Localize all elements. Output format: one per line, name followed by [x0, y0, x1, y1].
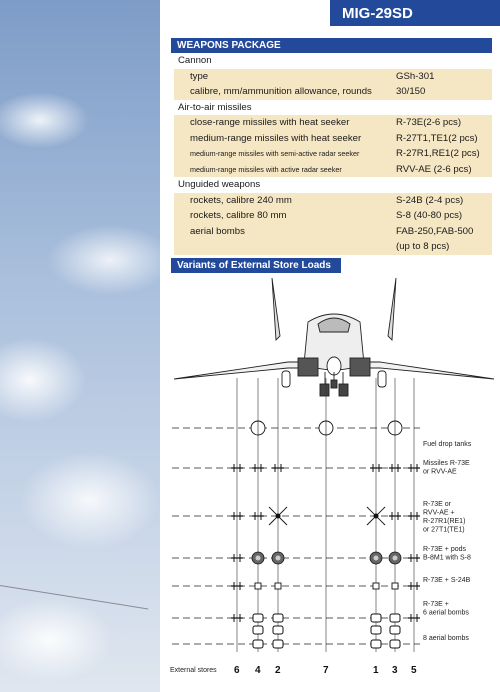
weapon-value: FAB-250,FAB-500	[396, 225, 474, 237]
weapon-value: (up to 8 pcs)	[396, 241, 450, 252]
load-label: R-73E + 6 aerial bombs	[423, 601, 469, 617]
external-stores-label: External stores	[170, 667, 217, 674]
model-title: MIG-29SD	[330, 0, 500, 26]
load-label: R-73E or RVV-AE + R-27R1(RE1) or 27T1(TE1)	[423, 501, 466, 534]
weapon-label: aerial bombs	[190, 225, 245, 237]
weapon-row	[174, 146, 492, 162]
station-number: 4	[255, 665, 261, 676]
weapon-value: R-27T1,TE1(2 pcs)	[396, 132, 478, 144]
station-number: 3	[392, 665, 398, 676]
station-columns	[237, 378, 414, 652]
weapon-label: rockets, calibre 240 mm	[190, 194, 292, 206]
load-row	[172, 552, 420, 564]
weapon-label: medium-range missiles with heat seeker	[190, 132, 362, 144]
station-number: 5	[411, 665, 417, 676]
load-row	[172, 507, 420, 525]
weapon-row	[174, 115, 492, 131]
weapon-row	[174, 84, 492, 100]
weapon-row	[174, 100, 492, 116]
weapon-row	[174, 53, 492, 69]
weapon-label: calibre, mm/ammunition allowance, rounds	[190, 86, 372, 97]
weapon-row	[174, 208, 492, 224]
load-label: Fuel drop tanks	[423, 441, 472, 448]
weapon-label: medium-range missiles with active radar seeker	[190, 164, 342, 174]
right-intake	[350, 358, 370, 376]
weapon-label: type	[190, 70, 209, 82]
weapon-row	[174, 193, 492, 209]
store-loads-svg	[168, 276, 500, 692]
weapon-value: RVV-AE (2-6 pcs)	[396, 163, 472, 175]
load-row	[172, 614, 420, 634]
right-tail-fin	[388, 278, 396, 340]
left-tail-fin	[272, 278, 280, 340]
station-number: 1	[373, 665, 379, 676]
weapon-label: medium-range missiles with semi-active radar seeker	[190, 149, 360, 158]
load-label: Missiles R-73E or RVV-AE	[423, 460, 470, 476]
aircraft-front-view	[174, 278, 494, 396]
weapon-value: R-73E(2-6 pcs)	[396, 117, 462, 128]
load-row	[172, 421, 420, 435]
weapon-label: close-range missiles with heat seeker	[190, 117, 350, 128]
load-row	[172, 640, 420, 648]
load-label: R-73E + S-24B	[423, 577, 471, 584]
load-row	[172, 464, 420, 472]
weapon-row	[174, 162, 492, 178]
weapon-row	[174, 131, 492, 147]
weapons-table	[174, 53, 492, 255]
load-rows	[172, 421, 420, 648]
station-numbers	[234, 665, 417, 676]
station-number: 7	[323, 665, 329, 676]
weapon-value: S-24B (2-4 pcs)	[396, 194, 464, 206]
weapons-package-header: WEAPONS PACKAGE	[171, 38, 492, 53]
weapon-value: R-27R1,RE1(2 pcs)	[396, 148, 480, 159]
weapon-label: Air-to-air missiles	[178, 101, 252, 113]
weapon-value: 30/150	[396, 86, 426, 97]
load-label: 8 aerial bombs	[423, 635, 469, 642]
load-row	[172, 582, 420, 590]
weapon-row	[174, 239, 492, 255]
store-loads-diagram	[168, 276, 500, 692]
weapon-row	[174, 177, 492, 193]
weapon-label: rockets, calibre 80 mm	[190, 210, 287, 221]
weapon-row	[174, 69, 492, 85]
weapon-value: S-8 (40-80 pcs)	[396, 210, 463, 221]
weapon-label: Cannon	[178, 55, 212, 66]
left-intake	[298, 358, 318, 376]
station-number: 6	[234, 665, 240, 676]
station-number: 2	[275, 665, 281, 676]
variants-header: Variants of External Store Loads	[171, 258, 341, 273]
load-label: R-73E + pods B-8M1 with S-8	[423, 546, 471, 562]
weapon-label: Unguided weapons	[178, 179, 261, 190]
weapon-value: GSh-301	[396, 70, 435, 82]
load-labels	[423, 441, 472, 642]
weapon-row	[174, 224, 492, 240]
